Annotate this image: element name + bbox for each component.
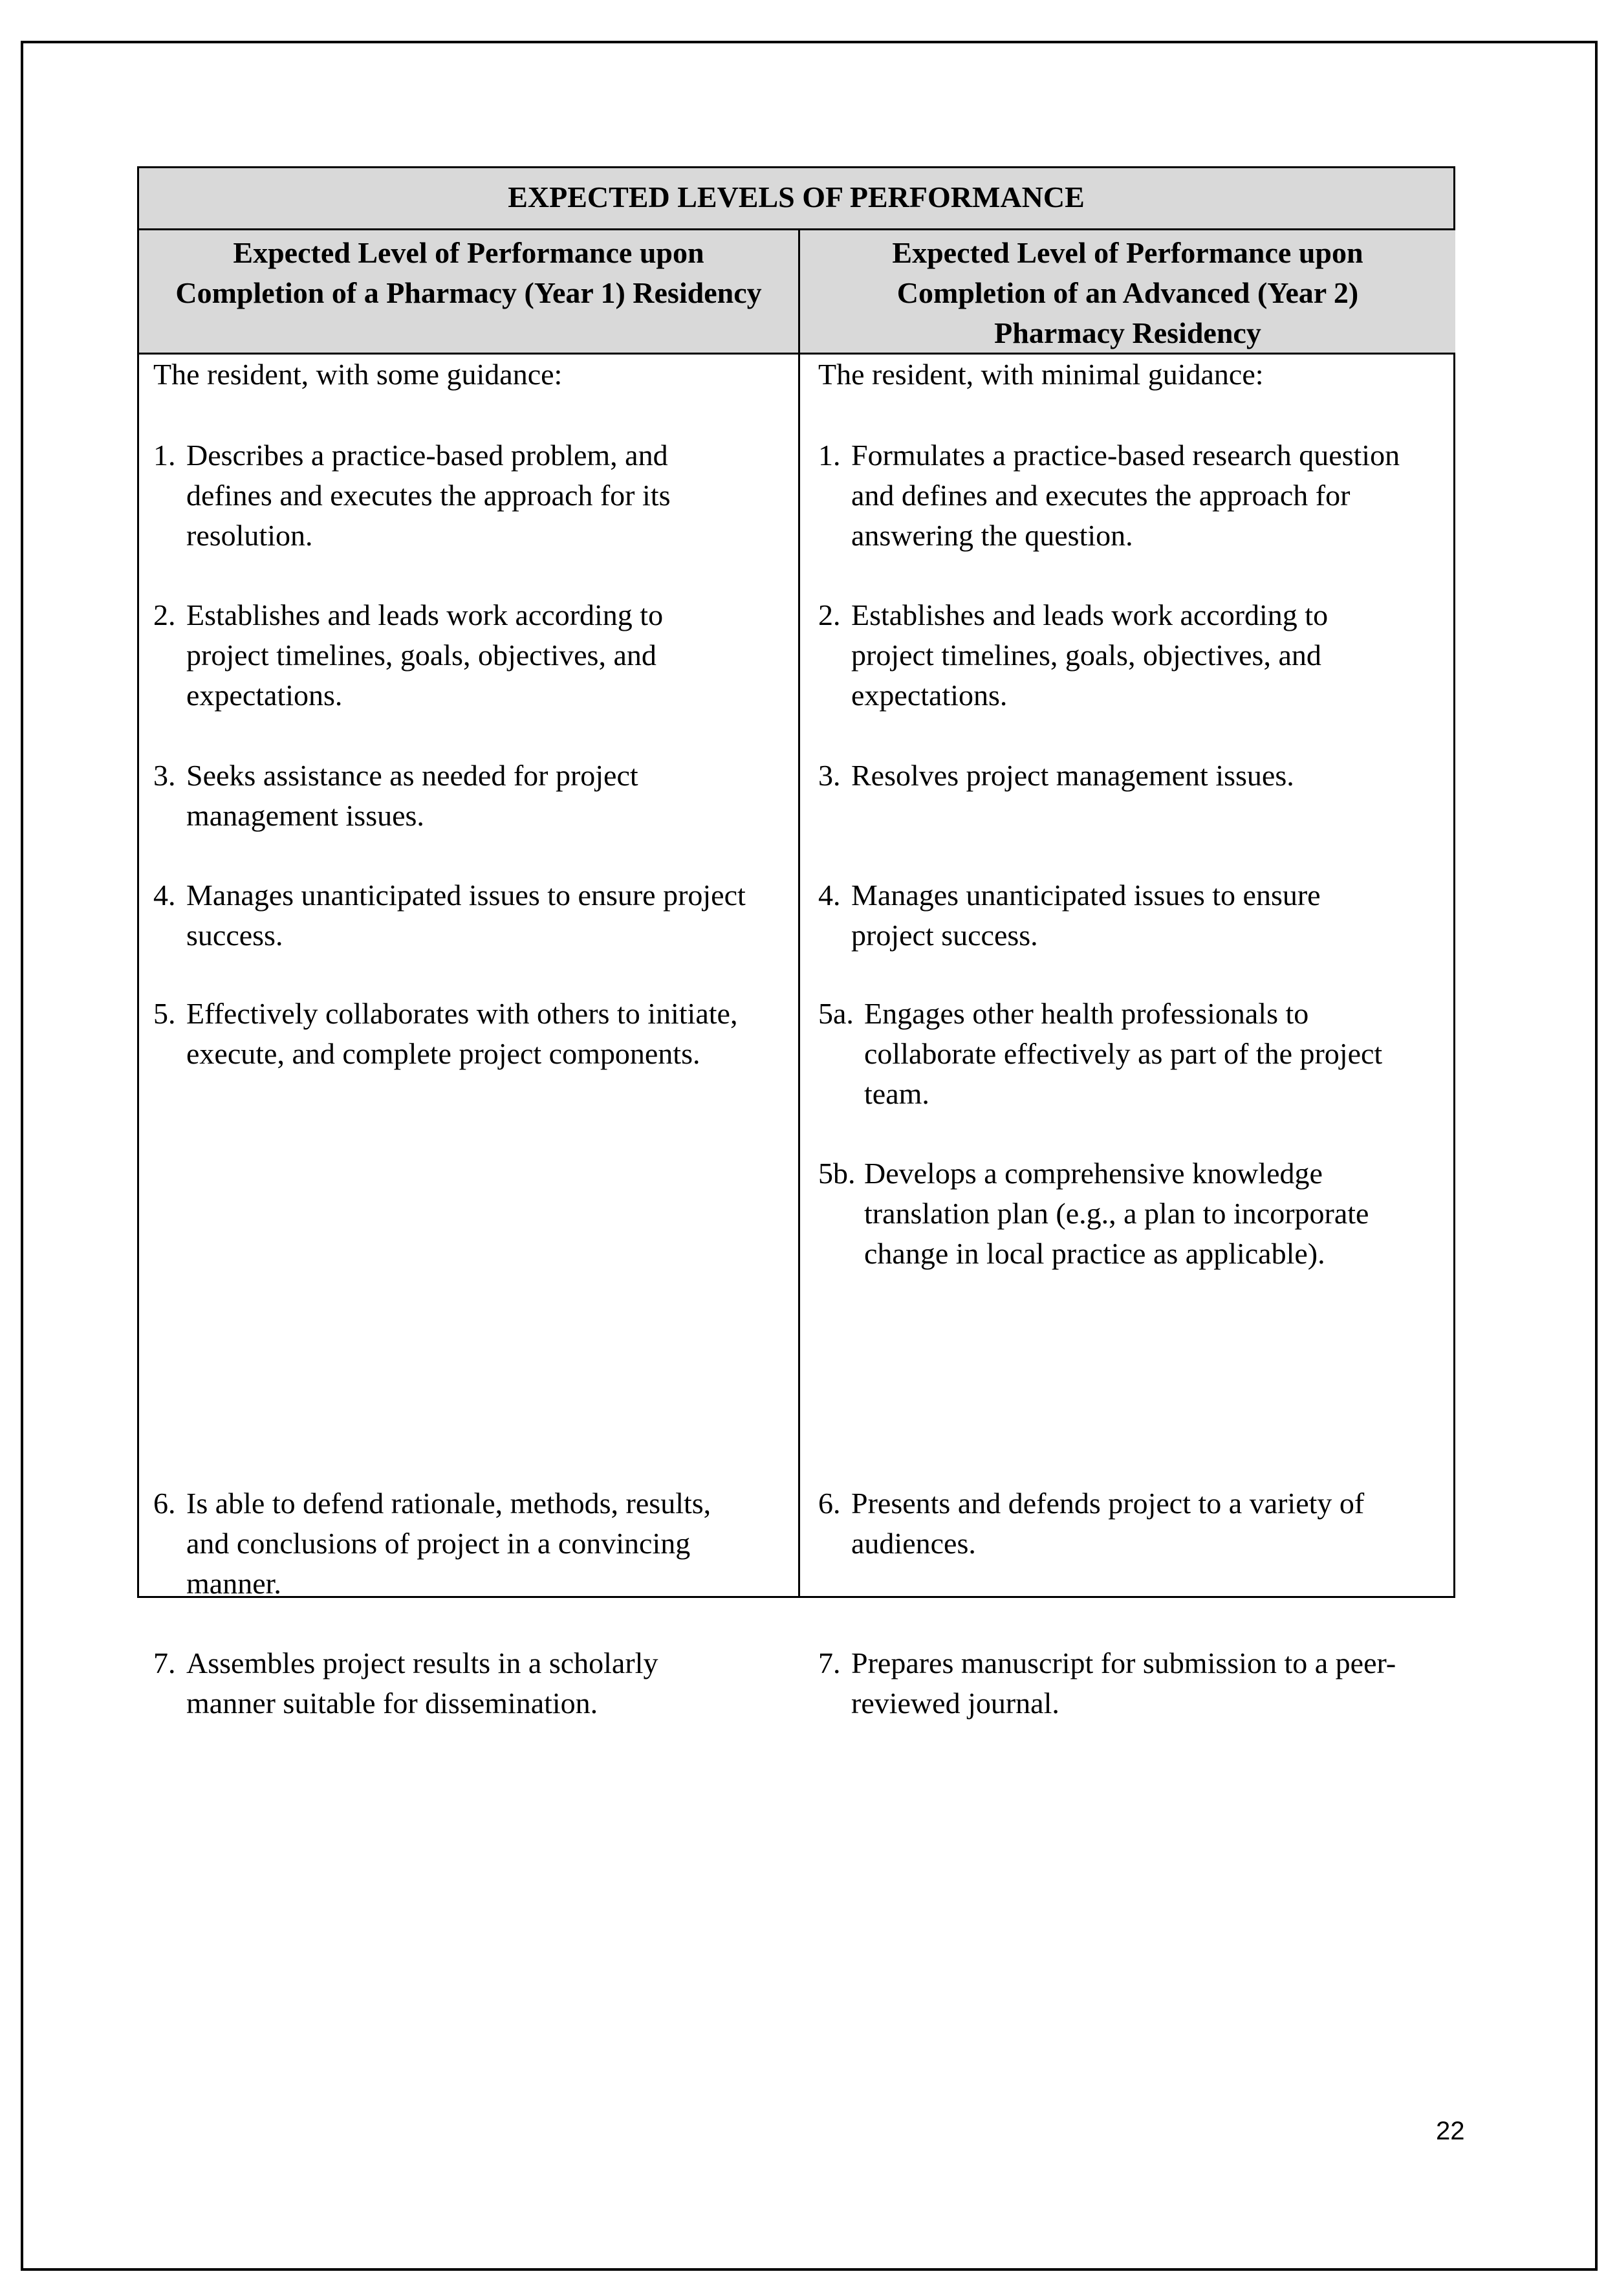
item-number: 1. bbox=[153, 439, 176, 472]
item-text-line: project success. bbox=[851, 919, 1038, 952]
performance-table bbox=[137, 166, 1455, 1720]
item-text-line: Seeks assistance as needed for project bbox=[186, 759, 638, 792]
item-number: 7. bbox=[818, 1646, 841, 1679]
item-text-line: translation plan (e.g., a plan to incorporate bbox=[864, 1197, 1369, 1230]
item-number: 6. bbox=[818, 1487, 841, 1520]
item-text-line: Establishes and leads work according to bbox=[186, 598, 664, 631]
item-number: 1. bbox=[818, 439, 841, 472]
right-column-header bbox=[800, 230, 1455, 355]
item-text-line: manner suitable for dissemination. bbox=[186, 1687, 598, 1720]
list-item bbox=[153, 1643, 797, 1723]
list-item bbox=[818, 595, 1452, 716]
item-number: 5. bbox=[153, 997, 176, 1030]
item-text-line: answering the question. bbox=[851, 519, 1133, 552]
list-item bbox=[153, 756, 797, 836]
item-text-line: Engages other health professionals to bbox=[864, 997, 1309, 1030]
list-item bbox=[818, 1483, 1452, 1564]
list-item bbox=[153, 875, 797, 956]
list-item bbox=[153, 1483, 797, 1604]
item-text-line: execute, and complete project components. bbox=[186, 1037, 700, 1070]
item-text-line: Prepares manuscript for submission to a peer- bbox=[851, 1646, 1396, 1679]
left-column-header bbox=[139, 230, 800, 355]
item-text-line: Assembles project results in a scholarly bbox=[186, 1646, 658, 1679]
list-item bbox=[818, 1153, 1452, 1274]
item-text-line: Describes a practice-based problem, and bbox=[186, 439, 668, 472]
item-number: 4. bbox=[818, 879, 841, 912]
table-title: EXPECTED LEVELS OF PERFORMANCE bbox=[139, 168, 1453, 230]
item-number: 2. bbox=[153, 598, 176, 631]
item-text-line: change in local practice as applicable). bbox=[864, 1237, 1325, 1270]
list-item bbox=[153, 435, 797, 556]
item-text-line: reviewed journal. bbox=[851, 1687, 1059, 1720]
item-text-line: and defines and executes the approach for bbox=[851, 479, 1351, 512]
item-text-line: collaborate effectively as part of the project bbox=[864, 1037, 1383, 1070]
item-number: 7. bbox=[153, 1646, 176, 1679]
item-text-line: Presents and defends project to a variety of bbox=[851, 1487, 1365, 1520]
item-text-line: Formulates a practice-based research question bbox=[851, 439, 1400, 472]
item-text-line: Establishes and leads work according to bbox=[851, 598, 1329, 631]
list-item bbox=[818, 1643, 1452, 1723]
list-item bbox=[818, 435, 1452, 556]
item-number: 2. bbox=[818, 598, 841, 631]
item-number: 4. bbox=[153, 879, 176, 912]
right-header-line: Pharmacy Residency bbox=[994, 316, 1261, 349]
item-number: 6. bbox=[153, 1487, 176, 1520]
item-text-line: management issues. bbox=[186, 799, 424, 832]
item-text-line: defines and executes the approach for its bbox=[186, 479, 671, 512]
list-item bbox=[818, 756, 1452, 796]
item-number: 5b. bbox=[818, 1157, 856, 1190]
item-number: 3. bbox=[818, 759, 841, 792]
list-item bbox=[153, 595, 797, 716]
item-text-line: project timelines, goals, objectives, and bbox=[186, 639, 657, 672]
item-text-line: manner. bbox=[186, 1567, 281, 1600]
item-text-line: Manages unanticipated issues to ensure project bbox=[186, 879, 746, 912]
item-text-line: resolution. bbox=[186, 519, 313, 552]
right-header-line: Expected Level of Performance upon bbox=[892, 236, 1363, 269]
right-header-line: Completion of an Advanced (Year 2) bbox=[896, 276, 1359, 309]
right-intro: The resident, with minimal guidance: bbox=[818, 358, 1264, 391]
item-text-line: Resolves project management issues. bbox=[851, 759, 1294, 792]
item-text-line: audiences. bbox=[851, 1527, 976, 1560]
item-text-line: team. bbox=[864, 1077, 929, 1110]
page-number: 22 bbox=[1436, 2117, 1465, 2145]
column-divider bbox=[798, 355, 800, 1598]
item-text-line: and conclusions of project in a convincing bbox=[186, 1527, 691, 1560]
list-item bbox=[153, 994, 797, 1074]
item-text-line: project timelines, goals, objectives, and bbox=[851, 639, 1321, 672]
left-header-line: Expected Level of Performance upon bbox=[233, 236, 704, 269]
item-text-line: Manages unanticipated issues to ensure bbox=[851, 879, 1321, 912]
left-header-line: Completion of a Pharmacy (Year 1) Residency bbox=[175, 276, 762, 309]
item-text-line: Is able to defend rationale, methods, results, bbox=[186, 1487, 711, 1520]
item-text-line: Effectively collaborates with others to initiate, bbox=[186, 997, 738, 1030]
list-item bbox=[818, 875, 1452, 956]
item-text-line: Develops a comprehensive knowledge bbox=[864, 1157, 1323, 1190]
item-number: 5a. bbox=[818, 997, 854, 1030]
item-text-line: expectations. bbox=[851, 679, 1008, 712]
item-number: 3. bbox=[153, 759, 176, 792]
item-text-line: success. bbox=[186, 919, 283, 952]
item-text-line: expectations. bbox=[186, 679, 343, 712]
left-intro: The resident, with some guidance: bbox=[153, 358, 563, 391]
list-item bbox=[818, 994, 1452, 1114]
